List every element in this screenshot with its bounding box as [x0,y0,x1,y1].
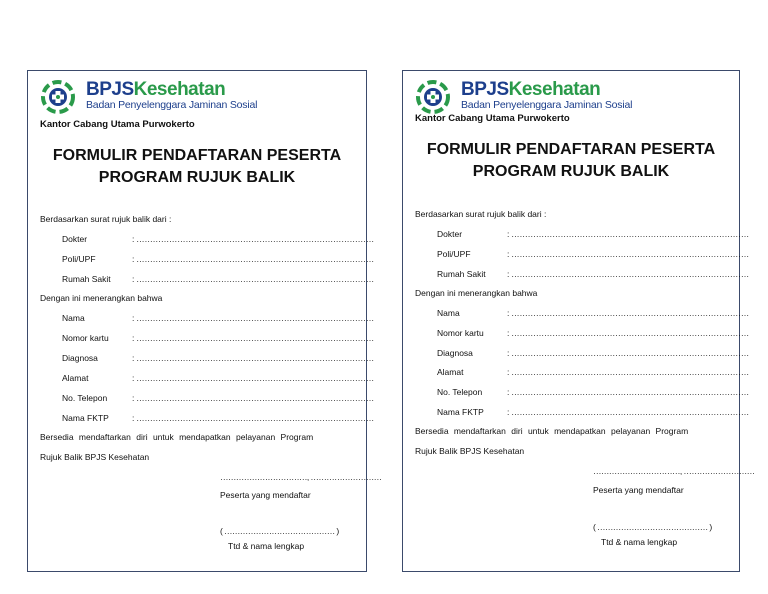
field-poli[interactable]: : …………………………………………………………………………… [132,254,374,264]
bpjs-logo-icon [40,79,80,115]
label-dokter: Dokter [437,229,463,239]
label-no-telepon: No. Telepon [62,393,108,403]
label-poli: Poli/UPF [437,249,471,259]
field-nama-fktp[interactable]: : …………………………………………………………………………… [507,407,749,417]
brand-subtitle: Badan Penyelenggara Jaminan Sosial [86,99,258,111]
field-no-telepon[interactable]: : …………………………………………………………………………… [507,387,749,397]
label-nama: Nama [62,313,85,323]
field-nama[interactable]: : …………………………………………………………………………… [132,313,374,323]
field-nomor-kartu[interactable]: : …………………………………………………………………………… [132,333,374,343]
label-no-telepon: No. Telepon [437,387,483,397]
signature-place-date[interactable]: ……………………………, ……………………… [220,472,382,482]
signature-name-blank[interactable]: ( …………………………………… ) [593,522,712,532]
brand-kesehatan: Kesehatan [508,79,601,100]
section1-heading: Berdasarkan surat rujuk balik dari : [40,214,172,224]
field-alamat[interactable]: : …………………………………………………………………………… [132,373,374,383]
section1-heading: Berdasarkan surat rujuk balik dari : [415,209,547,219]
field-diagnosa[interactable]: : …………………………………………………………………………… [132,353,374,363]
registration-form-left [27,70,382,572]
field-dokter[interactable]: : …………………………………………………………………………… [132,234,374,244]
section2-heading: Dengan ini menerangkan bahwa [40,293,163,303]
signature-place-date[interactable]: ……………………………, ……………………… [593,466,755,476]
statement-line-2: Rujuk Balik BPJS Kesehatan [40,452,150,462]
brand-subtitle: Badan Penyelenggara Jaminan Sosial [461,99,633,111]
title-line-1: FORMULIR PENDAFTARAN PESERTA [52,147,342,164]
label-nama-fktp: Nama FKTP [437,407,484,417]
field-no-telepon[interactable]: : …………………………………………………………………………… [132,393,374,403]
label-diagnosa: Diagnosa [437,348,473,358]
title-line-2: PROGRAM RUJUK BALIK [472,163,670,180]
field-rumah-sakit[interactable]: : …………………………………………………………………………… [132,274,374,284]
signature-caption: Ttd & nama lengkap [601,537,678,547]
label-rumah-sakit: Rumah Sakit [437,269,486,279]
brand-kesehatan: Kesehatan [133,79,226,100]
field-nama-fktp[interactable]: : …………………………………………………………………………… [132,413,374,423]
brand-bpjs: BPJS [461,79,509,100]
signature-name-blank[interactable]: ( …………………………………… ) [220,526,339,536]
signature-role: Peserta yang mendaftar [220,490,311,500]
field-rumah-sakit[interactable]: : …………………………………………………………………………… [507,269,749,279]
label-dokter: Dokter [62,234,88,244]
statement-line-1: Bersedia mendaftarkan diri untuk mendapatkan pelayanan Program [415,426,689,436]
label-poli: Poli/UPF [62,254,96,264]
registration-form-right [402,70,755,572]
label-diagnosa: Diagnosa [62,353,98,363]
section2-heading: Dengan ini menerangkan bahwa [415,288,538,298]
form-title [28,145,366,189]
bpjs-logo-icon [415,79,455,115]
label-nama: Nama [437,308,460,318]
form-title [403,139,739,183]
field-poli[interactable]: : …………………………………………………………………………… [507,249,749,259]
field-nama[interactable]: : …………………………………………………………………………… [507,308,749,318]
brand-bpjs: BPJS [86,79,134,100]
label-alamat: Alamat [437,367,464,377]
label-rumah-sakit: Rumah Sakit [62,274,111,284]
label-nomor-kartu: Nomor kartu [437,328,484,338]
field-alamat[interactable]: : …………………………………………………………………………… [507,367,749,377]
field-diagnosa[interactable]: : …………………………………………………………………………… [507,348,749,358]
statement-line-1: Bersedia mendaftarkan diri untuk mendapatkan pelayanan Program [40,432,314,442]
signature-caption: Ttd & nama lengkap [228,541,305,551]
field-dokter[interactable]: : …………………………………………………………………………… [507,229,749,239]
signature-role: Peserta yang mendaftar [593,485,684,495]
statement-line-2: Rujuk Balik BPJS Kesehatan [415,446,525,456]
title-line-1: FORMULIR PENDAFTARAN PESERTA [426,141,716,158]
label-nomor-kartu: Nomor kartu [62,333,109,343]
label-nama-fktp: Nama FKTP [62,413,109,423]
office-name: Kantor Cabang Utama Purwokerto [40,119,195,130]
label-alamat: Alamat [62,373,89,383]
office-name: Kantor Cabang Utama Purwokerto [415,113,570,124]
title-line-2: PROGRAM RUJUK BALIK [98,169,296,186]
field-nomor-kartu[interactable]: : …………………………………………………………………………… [507,328,749,338]
